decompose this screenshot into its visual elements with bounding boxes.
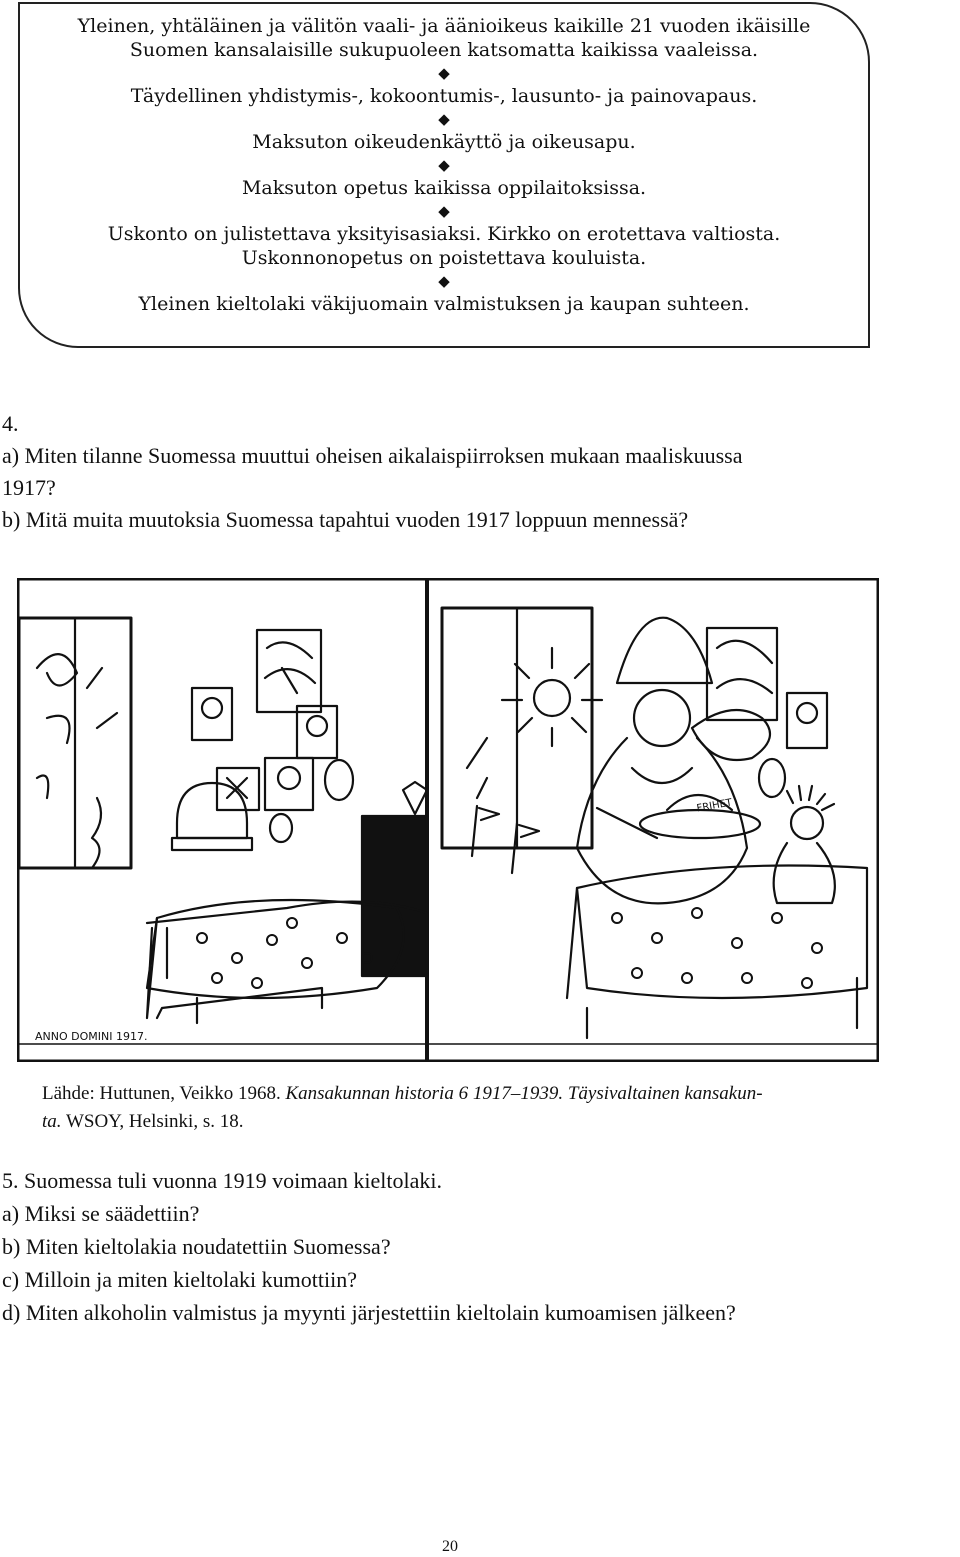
source-citation [42,1080,902,1136]
question-5 [2,1164,960,1329]
demand-line: Uskonto on julistettava yksityisasiaksi. Kirkko on erotettava valtiosta. [107,223,781,245]
question-5b: b) Miten kieltolakia noudatettiin Suomessa? [2,1234,391,1259]
question-4a-line1: a) Miten tilanne Suomessa muuttui oheisen aikalaispiirroksen mukaan maaliskuussa [2,443,743,468]
demand-line: Maksuton opetus kaikissa oppilaitoksissa. [241,177,647,199]
cake-label: FRIHET [695,797,733,815]
diamond-bullet-icon: ◆ [438,272,450,290]
demand-line: Maksuton oikeudenkäyttö ja oikeusapu. [252,131,636,153]
demand-line: Suomen kansalaisille sukupuoleen katsomatta kaikissa vaaleissa. [129,39,759,61]
demands-list [18,14,870,316]
question-5a: a) Miksi se säädettiin? [2,1201,200,1226]
question-4b: b) Mitä muita muutoksia Suomessa tapahtui vuoden 1917 loppuun mennessä? [2,507,689,532]
question-number: 4. [2,411,19,436]
diamond-bullet-icon: ◆ [438,110,450,128]
source-suffix: WSOY, Helsinki, s. 18. [61,1111,244,1132]
diamond-bullet-icon: ◆ [438,156,450,174]
question-5d: d) Miten alkoholin valmistus ja myynti järjestettiin kieltolain kumoamisen jälkeen? [2,1300,736,1325]
question-5-intro: 5. Suomessa tuli vuonna 1919 voimaan kieltolaki. [2,1168,442,1193]
source-prefix: Lähde: Huttunen, Veikko 1968. [42,1083,286,1104]
demand-line: Täydellinen yhdistymis-, kokoontumis-, lausunto- ja painovapaus. [130,85,758,107]
diamond-bullet-icon: ◆ [438,64,450,82]
demand-line: Uskonnonopetus on poistettava kouluista. [241,247,647,269]
page-number: 20 [442,1538,458,1555]
diamond-bullet-icon: ◆ [438,202,450,220]
question-4 [2,408,960,536]
cartoon-illustration [17,578,879,1062]
demand-line: Yleinen kieltolaki väkijuomain valmistuksen ja kaupan suhteen. [138,293,750,315]
question-5c: c) Milloin ja miten kieltolaki kumottiin? [2,1267,357,1292]
cartoon-signature: ANNO DOMINI 1917. [35,1030,148,1043]
demand-line: Yleinen, yhtäläinen ja välitön vaali- ja äänioikeus kaikille 21 vuoden ikäisille [77,15,811,37]
source-title: Kansakunnan historia 6 1917–1939. Täysivaltainen kansakun- [285,1083,763,1104]
source-title-cont: ta. [42,1111,62,1132]
question-4a-line2: 1917? [2,475,56,500]
